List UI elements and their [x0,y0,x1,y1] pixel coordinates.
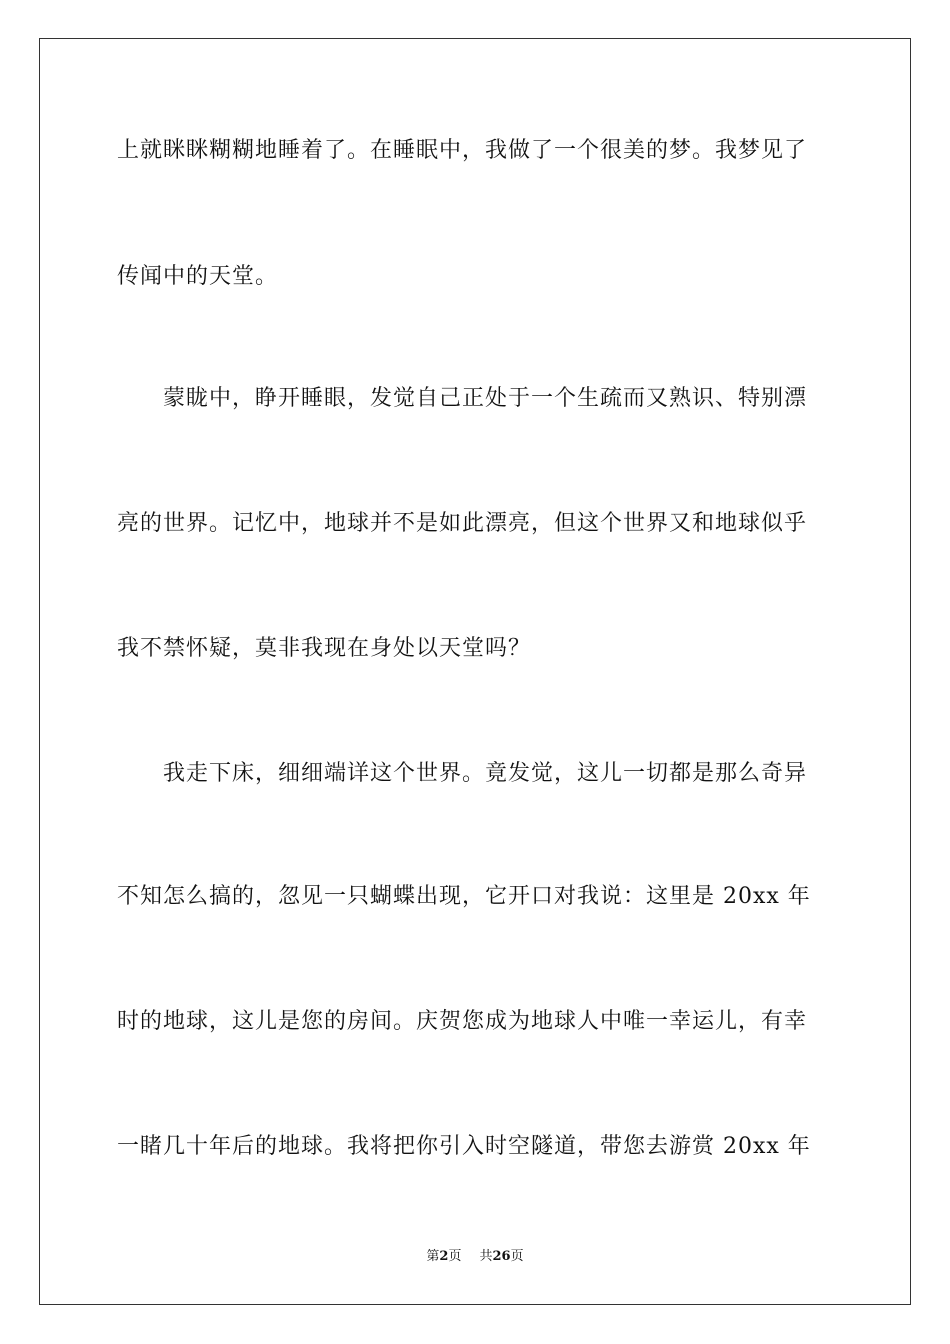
page-frame [39,38,911,1305]
text-line-1: 上就眯眯糊糊地睡着了。在睡眠中，我做了一个很美的梦。我梦见了 [117,138,808,163]
text-line-8: 时的地球，这儿是您的房间。庆贺您成为地球人中唯一幸运儿，有幸 [117,1009,808,1034]
text-line-9: 一睹几十年后的地球。我将把你引入时空隧道，带您去游赏 20xx 年 [117,1134,811,1159]
page-prefix: 第 [426,1249,440,1264]
page-suffix: 页 [448,1249,462,1264]
total-pages: 26 [492,1249,511,1264]
page-footer [0,1245,950,1264]
text-line-3: 蒙眬中，睁开睡眼，发觉自己正处于一个生疏而又熟识、特别漂 [163,386,808,411]
total-suffix: 页 [510,1249,524,1264]
page-number: 2 [439,1249,449,1264]
text-line-5: 我不禁怀疑，莫非我现在身处以天堂吗？ [117,636,532,661]
text-line-2: 传闻中的天堂。 [117,264,279,289]
text-line-6: 我走下床，细细端详这个世界。竟发觉，这儿一切都是那么奇异 [163,761,808,786]
text-line-7: 不知怎么搞的，忽见一只蝴蝶出现，它开口对我说：这里是 20xx 年 [117,884,811,909]
text-line-4: 亮的世界。记忆中，地球并不是如此漂亮，但这个世界又和地球似乎 [117,511,808,536]
total-prefix: 共 [479,1249,493,1264]
